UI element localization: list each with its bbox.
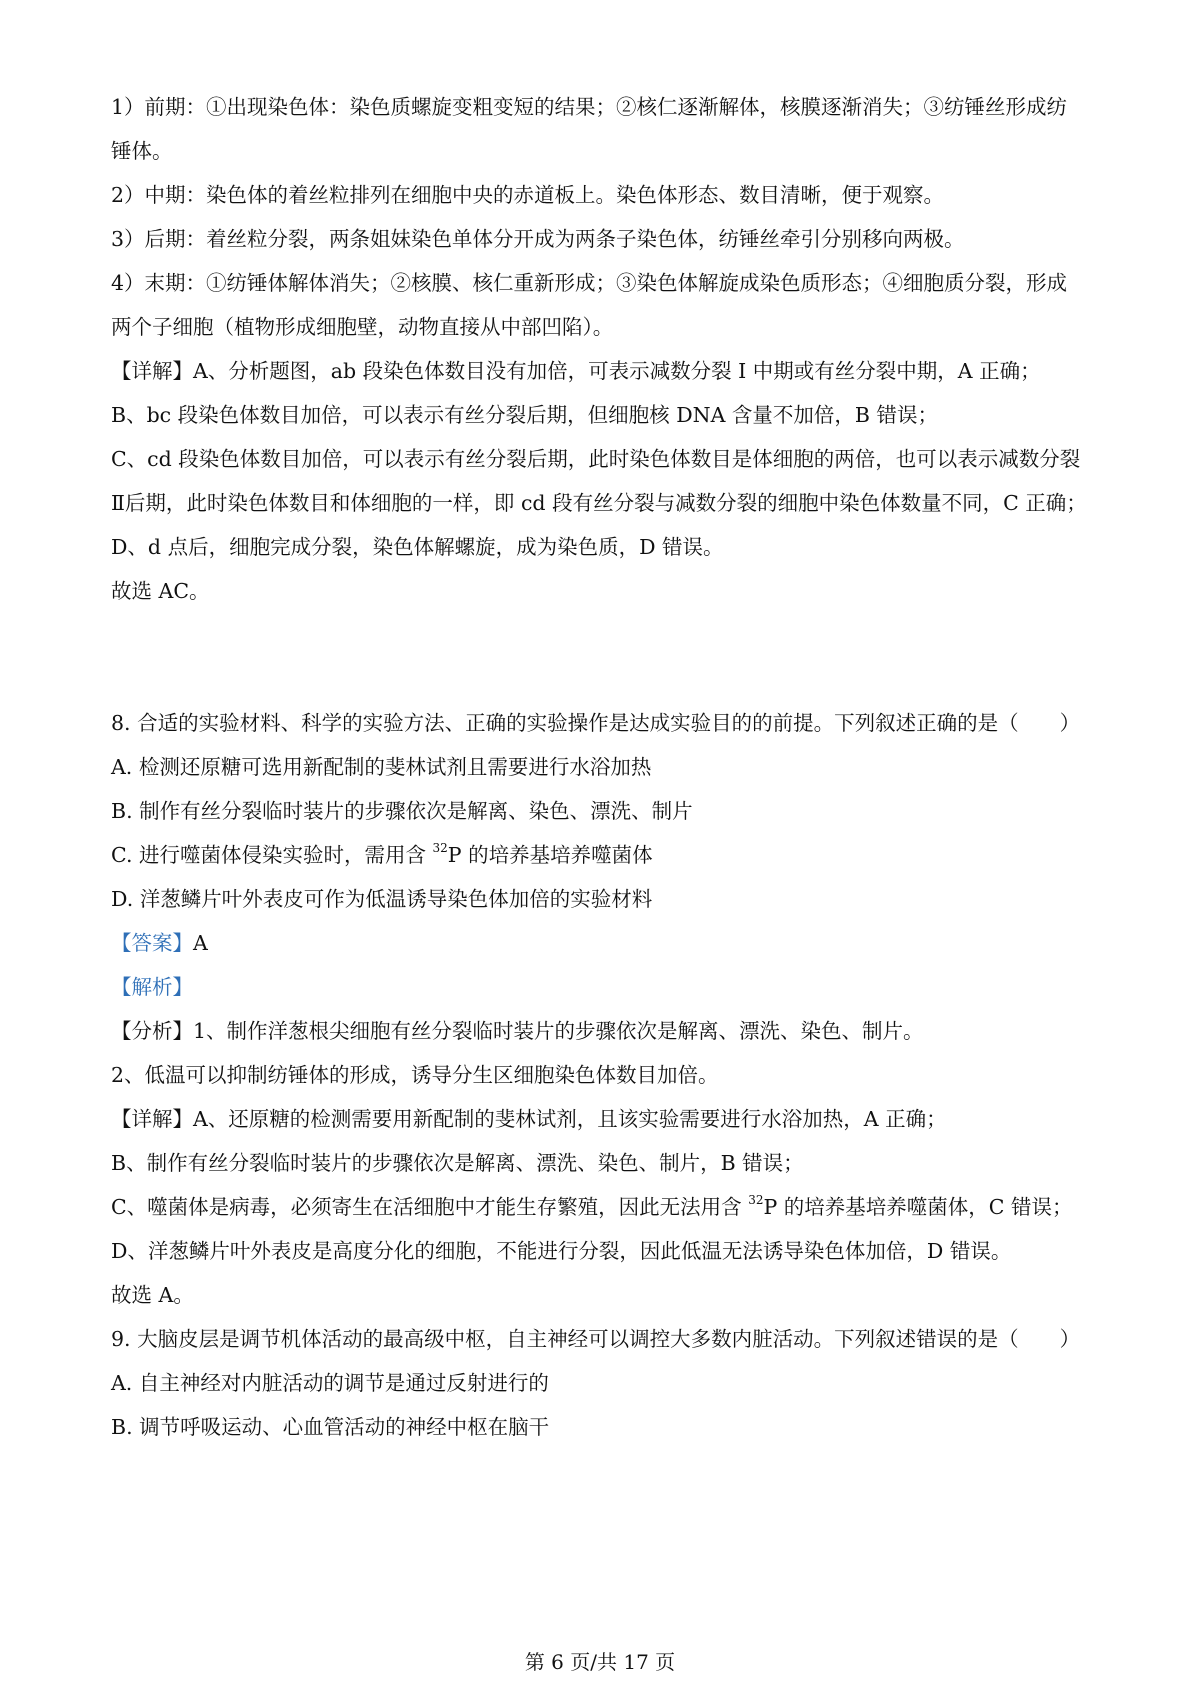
prophase-line-1: 1）前期：①出现染色体：染色质螺旋变粗变短的结果；②核仁逐渐解体，核膜逐渐消失；③纺锤丝形成纺 — [111, 95, 1068, 119]
q8-option-c — [111, 840, 1108, 870]
q8-detail-a: 【详解】A、还原糖的检测需要用新配制的斐林试剂，且该实验需要进行水浴加热，A 正确； — [111, 1107, 947, 1131]
detail-a-line: 【详解】A、分析题图，ab 段染色体数目没有加倍，可表示减数分裂 I 中期或有丝分裂中期，A 正确； — [111, 359, 1041, 383]
answer-label: 【答案】 — [111, 931, 193, 955]
q8-option-d: D. 洋葱鳞片叶外表皮可作为低温诱导染色体加倍的实验材料 — [111, 887, 653, 911]
q8-option-b: B. 制作有丝分裂临时装片的步骤依次是解离、染色、漂洗、制片 — [111, 799, 693, 823]
choose-line: 故选 AC。 — [111, 579, 210, 603]
q9-stem: 9. 大脑皮层是调节机体活动的最高级中枢，自主神经可以调控大多数内脏活动。下列叙述错误的是（ ） — [111, 1327, 1081, 1351]
q8-detail-c-text-post: P 的培养基培养噬菌体，C 错误； — [763, 1195, 1073, 1219]
q8-stem: 8. 合适的实验材料、科学的实验方法、正确的实验操作是达成实验目的的前提。下列叙述正确的是（ ） — [111, 711, 1081, 735]
analysis-label: 【解析】 — [111, 975, 193, 999]
q8-detail-c — [111, 1192, 1108, 1222]
page-footer: 第 6 页/共 17 页 — [524, 1650, 676, 1674]
q8-option-c-text-post: P 的培养基培养噬菌体 — [447, 843, 653, 867]
q8-fenxi-line-2: 2、低温可以抑制纺锤体的形成，诱导分生区细胞染色体数目加倍。 — [111, 1063, 719, 1087]
telophase-line-1: 4）末期：①纺锤体解体消失；②核膜、核仁重新形成；③染色体解旋成染色质形态；④细胞质分裂，形成 — [111, 271, 1068, 295]
metaphase-line: 2）中期：染色体的着丝粒排列在细胞中央的赤道板上。染色体形态、数目清晰，便于观察。 — [111, 183, 945, 207]
prophase-line-2: 锤体。 — [111, 139, 173, 163]
q9-option-a: A. 自主神经对内脏活动的调节是通过反射进行的 — [111, 1371, 549, 1395]
q9-option-b: B. 调节呼吸运动、心血管活动的神经中枢在脑干 — [111, 1415, 550, 1439]
q8-option-c-text-pre: C. 进行噬菌体侵染实验时，需用含 — [111, 843, 433, 867]
telophase-line-2: 两个子细胞（植物形成细胞壁，动物直接从中部凹陷）。 — [111, 315, 614, 339]
q8-choose: 故选 A。 — [111, 1283, 194, 1307]
q8-answer — [111, 928, 1108, 958]
anaphase-line: 3）后期：着丝粒分裂，两条姐妹染色单体分开成为两条子染色体，纺锤丝牵引分别移向两极。 — [111, 227, 965, 251]
detail-c-line-2: Ⅱ后期，此时染色体数目和体细胞的一样，即 cd 段有丝分裂与减数分裂的细胞中染色体数量不同，C 正确； — [111, 491, 1087, 515]
q8-detail-d: D、洋葱鳞片叶外表皮是高度分化的细胞，不能进行分裂，因此低温无法诱导染色体加倍，D 错误。 — [111, 1239, 1012, 1263]
q8-option-a: A. 检测还原糖可选用新配制的斐林试剂且需要进行水浴加热 — [111, 755, 652, 779]
q8-detail-c-text-pre: C、噬菌体是病毒，必须寄生在活细胞中才能生存繁殖，因此无法用含 — [111, 1195, 749, 1219]
answer-value: A — [193, 931, 208, 955]
detail-c-line-1: C、cd 段染色体数目加倍，可以表示有丝分裂后期，此时染色体数目是体细胞的两倍，也可以表示减数分裂 — [111, 447, 1081, 471]
isotope-superscript: 32 — [432, 841, 448, 856]
detail-d-line: D、d 点后，细胞完成分裂，染色体解螺旋，成为染色质，D 错误。 — [111, 535, 724, 559]
isotope-superscript: 32 — [748, 1193, 764, 1208]
q8-fenxi-line-1: 【分析】1、制作洋葱根尖细胞有丝分裂临时装片的步骤依次是解离、漂洗、染色、制片。 — [111, 1019, 924, 1043]
detail-b-line: B、bc 段染色体数目加倍，可以表示有丝分裂后期，但细胞核 DNA 含量不加倍，B 错误； — [111, 403, 938, 427]
q8-detail-b: B、制作有丝分裂临时装片的步骤依次是解离、漂洗、染色、制片，B 错误； — [111, 1151, 804, 1175]
